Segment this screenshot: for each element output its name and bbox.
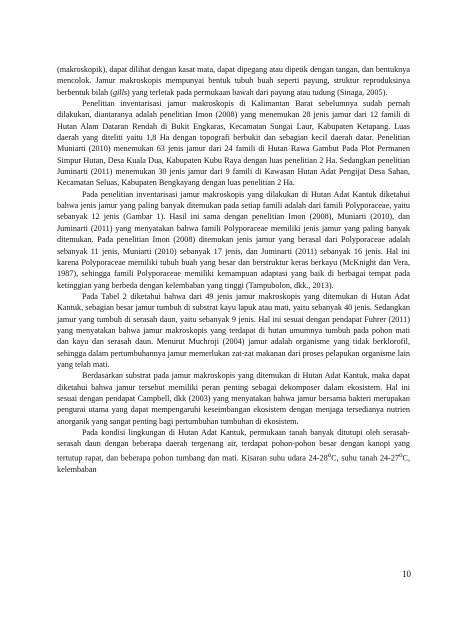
- paragraph-6-part-3: C, kelembaban: [57, 453, 410, 474]
- degree-mark: o: [327, 451, 332, 459]
- paragraph-6-part-2: C, suhu tanah 24-27: [331, 453, 400, 463]
- page-number: 10: [402, 569, 411, 579]
- paragraph-3: Pada penelitian inventarisasi jamur makroskopis yang dilakukan di Hutan Adat Kantuk diketahui bahwa jenis jamur yang paling banyak ditemukan pada setiap famili adalah dari famili Polyporaceae, yaitu sebanyak 12 jenis (Gambar 1). Hasil ini sama dengan penelitian Imon (2008), Muniarti (2010), dan Juminarti (2011) yang menyatakan bahwa famili Polyporaceae memiliki jenis jamur yang paling banyak ditemukan. Pada penelitian Imon (2008) ditemukan jenis jamur yang berasal dari Polyporaceae adalah sebanyak 11 jenis, Muniarti (2010) sebanyak 17 jenis, dan Juminarti (2011) sebanyak 16 jenis. Hal ini karena Polyporaceae memiliki tubuh buah yang besar dan berstruktur keras berkayu (McKnight dan Vera, 1987), sehingga famili Polyporaceae memiliki kemampuan adaptasi yang baik di berbagai tempat pada ketinggian yang berbeda dengan kelembaban yang tinggi (Tampubolon, dkk., 2013).: [57, 189, 410, 290]
- paragraph-6: [57, 427, 410, 475]
- page-body: [57, 64, 410, 475]
- term-gills: gills: [112, 87, 128, 97]
- paragraph-4: Pada Tabel 2 diketahui bahwa dari 49 jenis jamur makroskopis yang ditemukan di Hutan Adat Kantuk, sebagian besar jamur tumbuh di substrat kayu lapuk atau mati, yaitu sebanyak 40 jenis. Sedangkan jamur yang tumbuh di serasah daun, yaitu sebanyak 9 jenis. Hal ini sesuai dengan pendapat Fuhrer (2011) yang menyatakan bahwa jamur makroskopis yang terdapat di hutan umumnya tumbuh pada pohon mati dan kayu dan serasah daun. Menurut Muchroji (2004) jamur adalah organisme yang tidak berklorofil, sehingga dalam pertumbuhannya jamur memerlukan zat-zat makanan dari proses pelapukan organisme lain yang telah mati.: [57, 291, 410, 369]
- paragraph-6-part-1: Pada kondisi lingkungan di Hutan Adat Kantuk, permukaan tanah banyak ditutupi oleh serasah-serasah daun dengan beberapa daerah tergenang air, terdapat pohon-pohon besar dengan kanopi yang tertutup rapat, dan beberapa pohon tumbang dan mati. Kisaran suhu udara 24-28: [57, 428, 410, 463]
- degree-mark: o: [399, 451, 403, 459]
- paragraph-2: Penelitian inventarisasi jamur makroskopis di Kalimantan Barat sebelumnya sudah pernah dilakukan, diantaranya adalah penelitian Imon (2008) yang menemukan 28 jenis jamur dari 12 famili di Hutan Alam Dataran Rendah di Bukit Engkaras, Kecamatan Sungai Laur, Kabupaten Ketapang. Luas daerah yang diteliti yaitu 1,8 Ha dengan topografi berbukit dan sebagian kecil daerah datar. Penelitian Muniarti (2010) menemukan 63 jenis jamur dari 24 famili di Hutan Rawa Gambut Pada Plot Permanen Simpur Hutan, Desa Kuala Dua, Kabupaten Kubu Raya dengan luas penelitian 2 Ha. Sedangkan penelitian Juminarti (2011) menemukan 30 jenis jamur dari 9 famili di Kawasan Hutan Adat Pengijat Desa Sahan, Kecamatan Seluas, Kabupaten Bengkayang dengan luas penelitian 2 Ha.: [57, 99, 410, 188]
- paragraph-5: Berdasarkan substrat pada jamur makroskopis yang ditemukan di Hutan Adat Kantuk, maka dapat diketahui bahwa jamur tersebut memiliki peran penting sebagai dekomposer dalam ekosistem. Hal ini sesuai dengan pendapat Campbell, dkk (2003) yang menyatakan bahwa jamur bersama bakteri merupakan pengurai utama yang dapat mempengaruhi keseimbangan ekosistem dengan menjaga tersedianya nutrien anorganik yang sangat penting bagi pertumbuhan tumbuhan di ekosistem.: [57, 371, 410, 426]
- paragraph-1: (makroskopik), dapat dilihat dengan kasat mata, dapat dipegang atau dipetik dengan tangan, dan bentuknya mencolok. Jamur makroskopis mempunyai bentuk tubuh buah seperti payung, struktur reproduksinya berbentuk bilah (gills) yang terletak pada permukaan bawah dari payung atau tudung (Sinaga, 2005).: [57, 65, 410, 97]
